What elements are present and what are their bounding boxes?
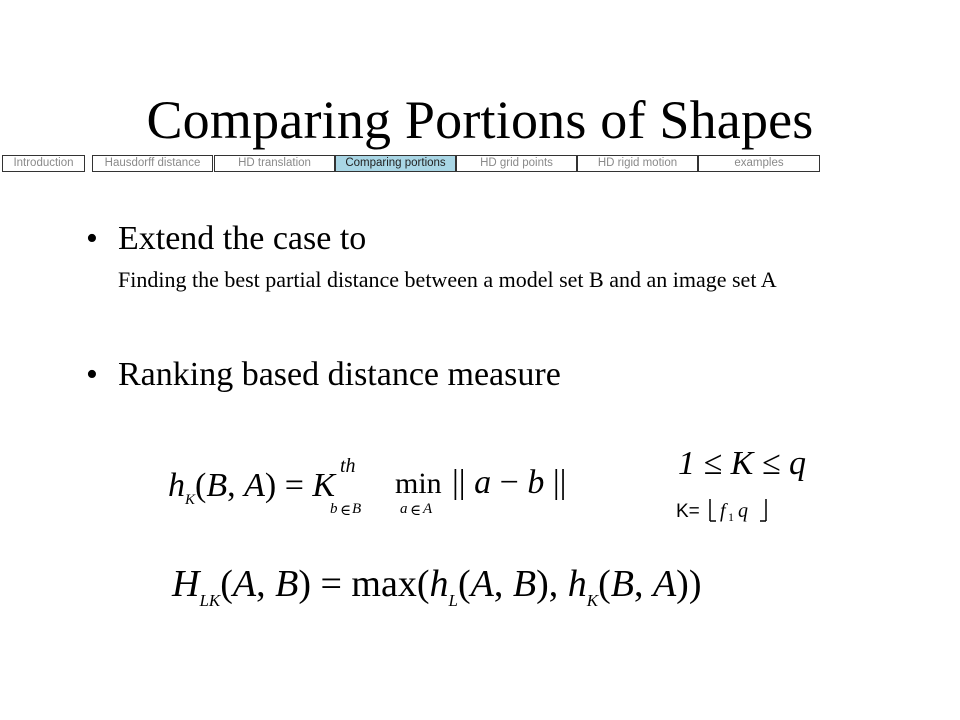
tab-examples[interactable]: examples <box>698 155 820 172</box>
tab-hausdorff-distance[interactable]: Hausdorff distance <box>92 155 213 172</box>
bullet-list <box>86 218 906 393</box>
bullet-item <box>86 218 906 295</box>
bullet-dot: • <box>86 356 98 393</box>
svg-text:q: q <box>738 500 748 522</box>
formula-k-def-row <box>676 497 796 527</box>
formula-hlk: $H_{LK}(A$, $B) = \max(h_L(A$, B), $h_K(B$, A)) <box>172 563 702 610</box>
floor-brackets <box>706 497 776 527</box>
bullet-main-text: Extend the case to <box>118 220 367 257</box>
svg-text:1: 1 <box>728 510 734 524</box>
slide-title: Comparing Portions of Shapes <box>146 90 814 150</box>
formula-k-range: 1 ≤ K ≤ q <box>678 445 806 482</box>
tab-introduction[interactable]: Introduction <box>2 155 85 172</box>
k-label: K= <box>676 501 700 522</box>
tab-hd-translation[interactable]: HD translation <box>214 155 335 172</box>
tab-comparing-portions[interactable]: Comparing portions <box>335 155 456 172</box>
bullet-main-text: Ranking based distance measure <box>118 356 561 393</box>
bullet-dot: • <box>86 220 98 257</box>
formula-hk: $h_K(B$, A) = K th b ∈ B min a ∈ A || a − b || <box>168 455 567 519</box>
tab-hd-grid-points[interactable]: HD grid points <box>456 155 577 172</box>
svg-text:f: f <box>720 500 726 522</box>
bullet-item <box>86 354 561 396</box>
bullet-sub-text: Finding the best partial distance between a model set B and an image set A <box>118 267 777 292</box>
tab-hd-rigid-motion[interactable]: HD rigid motion <box>577 155 698 172</box>
